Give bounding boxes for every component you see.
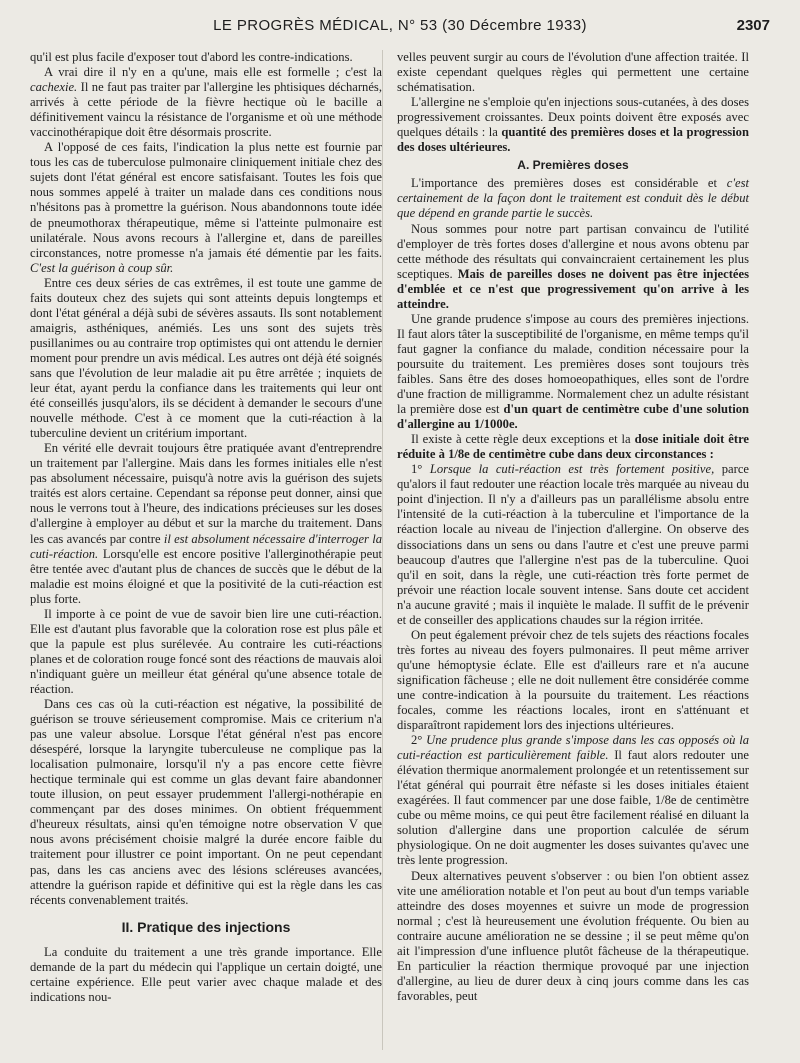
bold-text: Mais de pareilles doses ne doivent pas être injectées d'emblée et ce n'est que progressivement qu'on arrive à les atteindre. bbox=[397, 266, 749, 311]
emphasis: Lorsque la cuti-réaction est très fortement positive, bbox=[429, 462, 715, 477]
column-divider bbox=[382, 50, 383, 1050]
subsection-heading: A. Premières doses bbox=[517, 158, 629, 173]
paragraph bbox=[397, 432, 749, 462]
text-run: L'importance des premières doses est considérable et bbox=[411, 176, 718, 191]
bold-text: quantité des premières doses et la progression des doses ultérieures. bbox=[397, 125, 749, 155]
text-run: 2° bbox=[411, 733, 427, 748]
paragraph: velles peuvent surgir au cours de l'évolution d'une affection traitée. Il existe cependant quelques règles qui permettent une certaine schématisation. bbox=[397, 50, 749, 95]
left-column bbox=[30, 50, 382, 1005]
running-header bbox=[30, 14, 770, 38]
text-run: L'allergine ne s'emploie qu'en injections sous-cutanées, à des doses progressivement croissantes. Deux points doivent être exposés avec quelques détails : la bbox=[397, 95, 749, 140]
paragraph: Deux alternatives peuvent s'observer : ou bien l'on obtient assez vite une amélioration notable et l'on peut au bout d'un temps variable atteindre des doses moyennes et suivre un mode de progression normal ; c'est là heureusement une évolution fréquente. Ou bien au contraire aucune amélioration ne se dessine ; il se peut même qu'on ait l'impression d'une influence plutôt fâcheuse de la thérapeutique. En particulier la réaction thermique provoqué par une injection d'allergine, au lieu de durer deux à cinq jours comme dans les cas favorables, peut bbox=[397, 868, 749, 1003]
text-run: Nous sommes pour notre part partisan convaincu de l'utilité d'employer de très fortes doses d'allergine et nous avons obtenu par cette méthode des résultats qui convaincraient certainement les plus sceptiques. bbox=[397, 221, 749, 281]
paragraph bbox=[397, 95, 749, 155]
right-column bbox=[397, 50, 749, 1004]
text-run: En vérité elle devrait toujours être pratiquée avant d'entreprendre un traitement par l'allergine. Mais dans les formes initiales elle n'est pas absolument nécessaire, puisqu'à notre avis la guérison des sujets traités est alors certaine. Cependant sa réponse peut donner, ainsi que nous le verrons tout à l'heure, des indications précieuses sur les doses d'allergine à employer au début et sur la marche du traitement. Dans les cas avancés par contre bbox=[30, 441, 382, 546]
emphasis: il est absolument nécessaire d'interroger la cuti-réaction. bbox=[30, 531, 382, 561]
text-run: A vrai dire il n'y en a qu'une, mais elle est formelle ; c'est la bbox=[44, 65, 382, 80]
text-run: Lorsqu'elle est encore positive l'allerginothérapie peut être tentée avec d'autant plus de chances de succès que le début de la maladie est moins éloigné et que la positivité de la cuti-réaction est plus forte. bbox=[30, 546, 382, 606]
paragraph: On peut également prévoir chez de tels sujets des réactions focales très fortes au niveau des foyers pulmonaires. Il peut même arriver qu'une hémoptysie éclate. Elle est d'ailleurs rare et n'a aucune signification fâcheuse ; elle ne doit nullement être considérée comme une contre-indication à la poursuite du traitement. Les réactions focales, comme les réactions locales, iront en s'atténuant et disparaîtront rapidement lors des injections ultérieures. bbox=[397, 627, 749, 733]
paragraph: La conduite du traitement a une très grande importance. Elle demande de la part du médecin qui l'applique un certain doigté, une certaine expérience. Elle peut varier avec chaque malade et des indications nou- bbox=[30, 944, 382, 1004]
bold-text: d'un quart de centimètre cube d'une solution d'allergine au 1/1000e. bbox=[397, 402, 750, 432]
text-run: Il ne faut pas traiter par l'allergine les phtisiques décharnés, arrivés à cette période de la fièvre hectique où le bacille a définitivement vaincu la résistance de l'organisme et où une méthode vaccinothérapique doit être désormais proscrite. bbox=[30, 80, 382, 140]
text-run: Il faut alors redouter une élévation thermique anormalement prolongée et un retentissement sur l'état général qui pourrait être néfaste si les doses initiales étaient exagérées. Il faut commencer par une dose faible, 1/8e de centimètre cube ou même moins, ce qui peut être facilement réalisé en diluant la solution d'allergine dans une proportion calculée de sérum physiologique. On ne doit augmenter les doses suivantes qu'avec une très lente progression. bbox=[397, 748, 749, 868]
paragraph bbox=[397, 222, 749, 312]
paragraph: Dans ces cas où la cuti-réaction est négative, la possibilité de guérison se trouve sérieusement compromise. Mais ce criterium n'a pas une valeur absolue. Lorsque l'état général n'est pas encore désespéré, lorsque la laryngite tuberculeuse ne complique pas la localisation pulmonaire, lorsqu'il n'y a pas encore cette fièvre hectique terminale qui est comme un glas devant faire abandonner toute illusion, on peut essayer prudemment l'allergi-nothérapie en commençant par des doses minimes. On obtient fréquemment d'heureux résultats, ainsi qu'en témoigne notre observation V que nous avons précisément choisie malgré la durée encore faible du traitement pour illustrer ce point important. On ne peut cependant pas, dans les cas anciens avec des lésions scléreuses avancées, attendre la guérison rapide et définitive qui est la règle dans les cas récents convenablement traités. bbox=[30, 697, 382, 907]
paragraph bbox=[397, 312, 749, 432]
paragraph bbox=[30, 65, 382, 140]
text-run: parce qu'alors il faut redouter une réaction locale très marquée au niveau du point d'injection. Il n'y a d'ailleurs pas un parallélisme absolu entre l'intensité de la cuti-réaction à la tuberculine et l'importance de la réaction locale au niveau de l'injection d'allergine. On observe des dissociations dans un sens ou dans l'autre et c'est une preuve parmi beaucoup d'autres que l'allergine n'est pas de la tuberculine. Quoi qu'il en soit, dans la règle, une cuti-réaction très forte permet de prévoir une réaction locale souvent intense. Sans doute cet accident n'a aucune gravité ; mais il inquiète le malade. Il suffit de le prévenir et de conseiller des applications chaudes sur la région irritée. bbox=[397, 462, 749, 627]
text-run: Il existe à cette règle deux exceptions et la bbox=[411, 432, 631, 447]
paragraph bbox=[30, 441, 382, 607]
text-run: 1° bbox=[411, 462, 430, 477]
paragraph: Entre ces deux séries de cas extrêmes, il est toute une gamme de faits douteux chez des sujets qui sont atteints depuis longtemps et dont l'état général a déjà subi de sévères assauts. Ils sont notablement amaigris, asthéniques, anémiés. Les uns sont des sujets très pusillanimes ou au contraire trop optimistes qui ont attendu le dernier moment pour prendre un avis médical. Les autres ont déjà été soignés sans que l'évolution de leur maladie ait pu être arrêtée ; inquiets de leur état, ayant perdu la confiance dans les traitements qui leur ont été conseillés jusqu'alors, ils se décident à demander le secours d'une nouvelle méthode. C'est à ce moment que la cuti-réaction à la tuberculine devient un critérium important. bbox=[30, 275, 382, 441]
paragraph bbox=[397, 462, 749, 628]
emphasis: cachexie. bbox=[30, 80, 78, 95]
paragraph bbox=[397, 733, 749, 868]
paragraph: qu'il est plus facile d'exposer tout d'abord les contre-indications. bbox=[30, 50, 353, 64]
emphasis: C'est la guérison à coup sûr. bbox=[30, 260, 174, 275]
paragraph: Il importe à ce point de vue de savoir bien lire une cuti-réaction. Elle est d'autant plus favorable que la coloration rose est plus pâle et que la papule est plus surélevée. Au contraire les cuti-réactions planes et de coloration rouge foncé sont des réactions de mauvais aloi n'indiquant guère un meilleur état général qu'une absence totale de réaction. bbox=[30, 606, 382, 696]
text-run: A l'opposé de ces faits, l'indication la plus nette est fournie par tous les cas de tuberculose pulmonaire cliniquement initiale chez des sujets dont l'état général est encore satisfaisant. Toutes les fois que nous sommes appelé à traiter un malade dans ces conditions nous n'hésitons pas à promettre la guérison. Nous abandonnons toute idée de pneumothorax thérapeutique, même si l'atteinte pulmonaire est unilatérale. Nous avons recours à l'allergine et, dans de pareilles circonstances, notre promesse n'a jamais été démentie par les faits. bbox=[30, 140, 382, 260]
journal-title: LE PROGRÈS MÉDICAL, N° 53 (30 Décembre 1933) bbox=[213, 17, 587, 34]
paragraph bbox=[30, 140, 382, 275]
section-heading: II. Pratique des injections bbox=[121, 918, 291, 935]
text-run: Une grande prudence s'impose au cours des premières injections. Il faut alors tâter la susceptibilité de l'organisme, en même temps qu'il faut gagner la confiance du malade, condition nécessaire pour la poursuite du traitement. Les premières doses sont toujours très faibles. Sans être des doses homoeopathiques, elles sont de l'ordre d'une fraction de milligramme. Normalement chez un adulte résistant la première dose est bbox=[397, 311, 749, 417]
page-number: 2307 bbox=[736, 17, 770, 34]
bold-text: dose initiale doit être réduite à 1/8e de centimètre cube dans deux circonstances : bbox=[397, 432, 750, 462]
emphasis: c'est certainement de la façon dont le traitement est conduit dès le début que dépend en grande partie le succès. bbox=[397, 176, 750, 221]
paragraph bbox=[397, 176, 749, 221]
emphasis: Une prudence plus grande s'impose dans les cas opposés où la cuti-réaction est particulièrement faible. bbox=[397, 733, 749, 763]
